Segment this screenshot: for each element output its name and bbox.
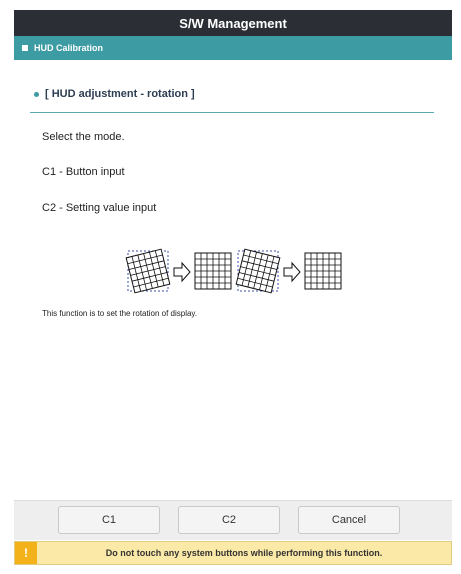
function-note: This function is to set the rotation of display. [42,309,198,318]
section-heading [34,88,195,100]
rotated-grid-cw-icon [126,249,170,293]
cancel-button[interactable]: Cancel [298,506,400,534]
breadcrumb-label: HUD Calibration [34,43,104,53]
warning-text: Do not touch any system buttons while performing this function. [105,548,383,558]
bullet-icon [34,92,39,97]
mode-prompt: Select the mode. [42,131,125,143]
arrow-right-icon [284,263,300,281]
breadcrumb [14,36,452,60]
option-c2-description: C2 - Setting value input [42,202,157,214]
arrow-right-icon [174,263,190,281]
window-title: S/W Management [14,10,452,36]
c2-button[interactable]: C2 [178,506,280,534]
section-divider [30,112,434,113]
section-title-text: [ HUD adjustment - rotation ] [45,88,195,100]
rotation-diagram [122,243,342,301]
straight-grid-icon [305,253,341,289]
rotated-grid-ccw-icon [236,249,280,293]
c1-button[interactable]: C1 [58,506,160,534]
straight-grid-icon [195,253,231,289]
option-c1-description: C1 - Button input [42,166,125,178]
warning-icon: ! [15,542,37,564]
warning-banner [14,541,452,565]
square-icon [22,45,28,51]
